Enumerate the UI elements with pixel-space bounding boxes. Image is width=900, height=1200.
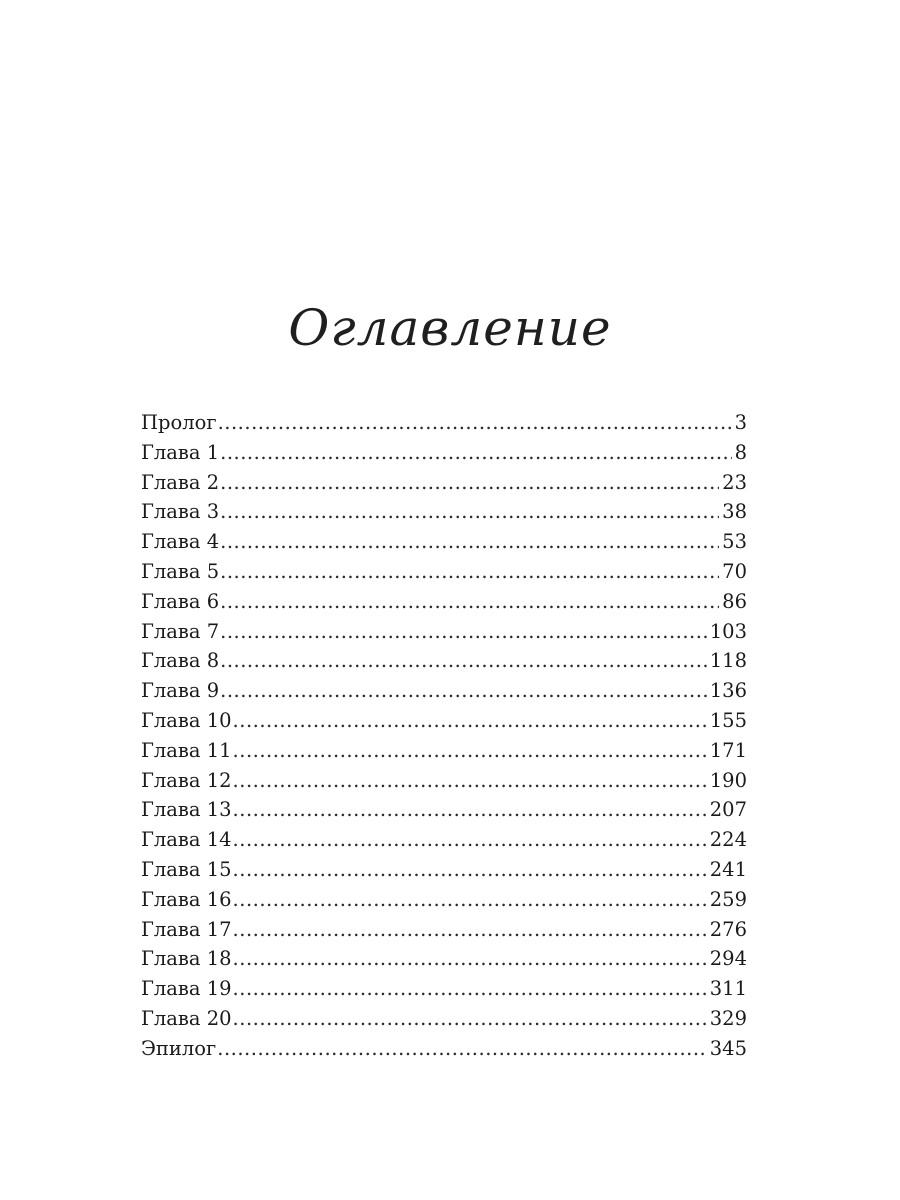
toc-dot-leader [233, 855, 707, 885]
toc-entry [141, 408, 747, 438]
toc-entry-title: Глава 7 [141, 619, 220, 643]
toc-entry-page-number: 311 [709, 977, 747, 1001]
toc-entry-page-number: 190 [709, 768, 747, 792]
toc-entry-page-number: 155 [709, 708, 747, 732]
toc-entry [141, 855, 747, 885]
toc-entry-page-number: 207 [709, 798, 747, 822]
toc-entry-title: Глава 8 [141, 649, 220, 673]
toc-dot-leader [233, 974, 707, 1004]
toc-entry-page-number: 241 [709, 857, 747, 881]
toc-entry-page-number: 345 [709, 1036, 747, 1060]
toc-dot-leader [233, 825, 707, 855]
toc-dot-leader [233, 706, 707, 736]
toc-entry [141, 1004, 747, 1034]
toc-entry-page-number: 103 [709, 619, 747, 643]
toc-entry-page-number: 23 [722, 470, 747, 494]
toc-dot-leader [220, 587, 719, 617]
toc-entry-title: Глава 20 [141, 1006, 232, 1030]
toc-entry [141, 468, 747, 498]
toc-entry-page-number: 294 [709, 947, 747, 971]
toc-entry-title: Глава 13 [141, 798, 232, 822]
toc-entry [141, 527, 747, 557]
toc-dot-leader [233, 795, 707, 825]
toc-entry-title: Глава 16 [141, 887, 232, 911]
toc-entry [141, 646, 747, 676]
toc-dot-leader [220, 557, 719, 587]
toc-dot-leader [218, 408, 732, 438]
toc-dot-leader [220, 676, 707, 706]
toc-entry [141, 766, 747, 796]
toc-heading: Оглавление [288, 299, 612, 357]
toc-entry-page-number: 259 [709, 887, 747, 911]
toc-entry-title: Глава 10 [141, 708, 232, 732]
toc-entry [141, 557, 747, 587]
toc-entry-page-number: 224 [709, 828, 747, 852]
toc-entry-title: Эпилог [141, 1036, 217, 1060]
toc-entry-title: Глава 3 [141, 500, 220, 524]
toc-entry-title: Глава 1 [141, 440, 220, 464]
toc-entry-title: Глава 5 [141, 559, 220, 583]
toc-dot-leader [233, 885, 707, 915]
toc-dot-leader [220, 527, 719, 557]
toc-entry-page-number: 118 [709, 649, 747, 673]
toc-entry [141, 676, 747, 706]
toc-entry [141, 915, 747, 945]
toc-entry-title: Глава 17 [141, 917, 232, 941]
toc-entry-title: Глава 12 [141, 768, 232, 792]
toc-entry-title: Глава 19 [141, 977, 232, 1001]
toc-dot-leader [220, 468, 719, 498]
toc-entry-page-number: 171 [709, 738, 747, 762]
toc-dot-leader [233, 766, 707, 796]
toc-entry-page-number: 53 [722, 530, 747, 554]
toc-dot-leader [233, 1004, 707, 1034]
toc-entry-title: Пролог [141, 411, 217, 434]
toc-entry-page-number: 136 [709, 679, 747, 703]
toc-entry-page-number: 276 [709, 917, 747, 941]
toc-entry-title: Глава 9 [141, 679, 220, 703]
toc-dot-leader [220, 646, 707, 676]
toc-entry [141, 587, 747, 617]
toc-entry [141, 885, 747, 915]
toc-entry [141, 438, 747, 468]
toc-entry [141, 974, 747, 1004]
toc-entry [141, 944, 747, 974]
toc-entry-title: Глава 4 [141, 530, 220, 554]
toc-dot-leader [233, 736, 707, 766]
toc-entry-title: Глава 2 [141, 470, 220, 494]
toc-dot-leader [217, 1034, 707, 1064]
toc-dot-leader [220, 438, 731, 468]
toc-entry-title: Глава 14 [141, 828, 232, 852]
toc-entry-page-number: 8 [734, 440, 747, 464]
toc-entry-page-number: 3 [734, 411, 747, 434]
toc-dot-leader [220, 617, 707, 647]
toc-entry [141, 617, 747, 647]
toc-entry-page-number: 70 [722, 559, 747, 583]
toc-entry [141, 497, 747, 527]
toc-entry [141, 1034, 747, 1064]
toc-entry-title: Глава 18 [141, 947, 232, 971]
toc-entry-title: Глава 6 [141, 589, 220, 613]
toc-entry-page-number: 86 [722, 589, 747, 613]
toc-list [141, 408, 747, 1064]
toc-entry-page-number: 329 [709, 1006, 747, 1030]
toc-dot-leader [233, 915, 707, 945]
toc-entry [141, 825, 747, 855]
toc-entry [141, 736, 747, 766]
toc-entry [141, 706, 747, 736]
toc-dot-leader [220, 497, 719, 527]
toc-entry [141, 795, 747, 825]
toc-entry-page-number: 38 [722, 500, 747, 524]
toc-dot-leader [233, 944, 707, 974]
toc-entry-title: Глава 11 [141, 738, 232, 762]
toc-entry-title: Глава 15 [141, 857, 232, 881]
